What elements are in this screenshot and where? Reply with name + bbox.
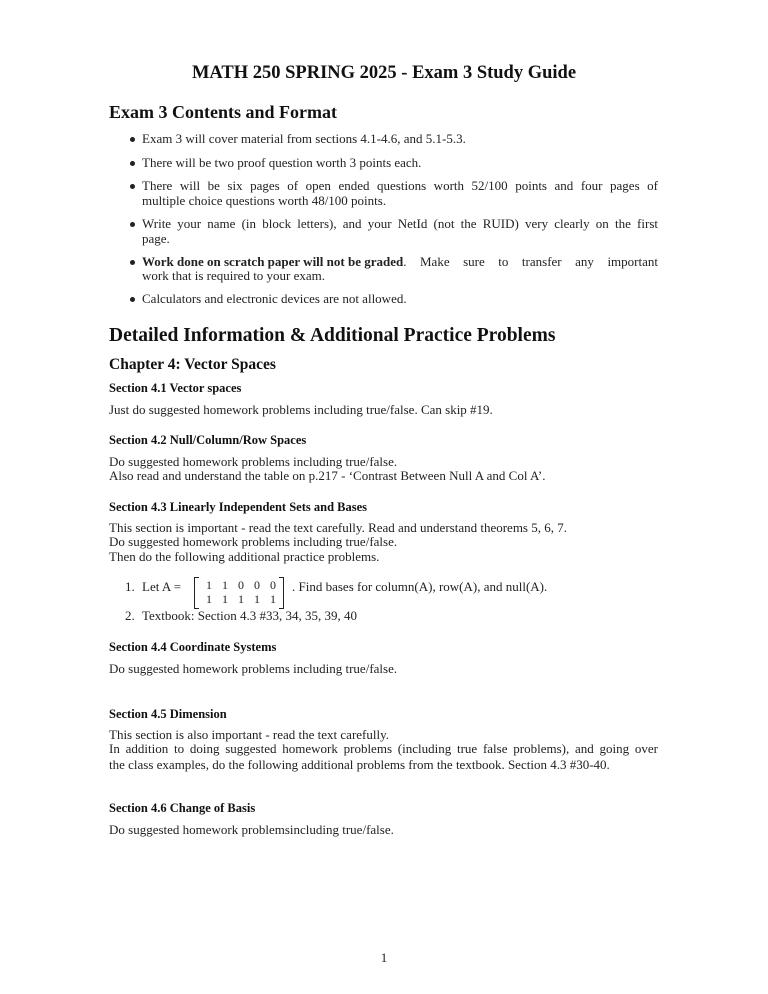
section-text: Do suggested homework problemsincluding true/false. xyxy=(109,822,394,837)
matrix-cell: 1 xyxy=(270,592,276,606)
section-text: Also read and understand the table on p.217 - ‘Contrast Between Null A and Col A’. xyxy=(109,468,546,483)
bullet-text: There will be two proof question worth 3 points each. xyxy=(142,155,422,170)
bullet-icon xyxy=(130,184,135,189)
problem-number: 2. xyxy=(125,608,135,623)
bullet-icon xyxy=(130,222,135,227)
bullet-text: work that is required to your exam. xyxy=(142,268,326,283)
matrix-cell: 0 xyxy=(270,578,276,592)
bullet-text-rest: . Make sure to transfer any important xyxy=(403,254,658,269)
problem-text: . Find bases for column(A), row(A), and null(A). xyxy=(292,579,548,594)
matrix-cell: 1 xyxy=(206,592,212,606)
contents-heading: Exam 3 Contents and Format xyxy=(109,102,337,122)
section-text: Do suggested homework problems including true/false. xyxy=(109,454,398,469)
section-text: This section is important - read the text carefully. Read and understand theorems 5, 6, 7. xyxy=(109,520,567,535)
problem-text: Textbook: Section 4.3 #33, 34, 35, 39, 40 xyxy=(142,608,358,623)
section-heading: Section 4.5 Dimension xyxy=(109,707,227,721)
bullet-bold-text: Work done on scratch paper will not be graded xyxy=(142,254,404,269)
matrix-cell: 1 xyxy=(222,578,228,592)
matrix-cell: 1 xyxy=(222,592,228,606)
section-text: Do suggested homework problems including true/false. xyxy=(109,661,398,676)
bullet-text: Calculators and electronic devices are not allowed. xyxy=(142,291,407,306)
bullet-text: Write your name (in block letters), and your NetId (not the RUID) very clearly on the first xyxy=(142,216,658,231)
section-heading: Section 4.4 Coordinate Systems xyxy=(109,640,277,654)
section-text: This section is also important - read the text carefully. xyxy=(109,727,390,742)
section-text: In addition to doing suggested homework problems (including true false problems), and going over xyxy=(109,741,658,756)
matrix-cell: 0 xyxy=(254,578,260,592)
bullet-text: There will be six pages of open ended questions worth 52/100 points and four pages of xyxy=(142,178,658,193)
section-text: Then do the following additional practice problems. xyxy=(109,549,380,564)
bullet-icon xyxy=(130,137,135,142)
right-bracket xyxy=(279,577,284,609)
bullet-text: multiple choice questions worth 48/100 points. xyxy=(142,193,387,208)
matrix-cell: 0 xyxy=(238,578,244,592)
page-title: MATH 250 SPRING 2025 - Exam 3 Study Guide xyxy=(191,63,577,83)
left-bracket xyxy=(194,577,199,609)
section-text: Just do suggested homework problems including true/false. Can skip #19. xyxy=(109,402,493,417)
matrix-row xyxy=(202,578,276,592)
matrix-cell: 1 xyxy=(238,592,244,606)
section-heading: Section 4.3 Linearly Independent Sets and Bases xyxy=(109,500,368,514)
section-text: Do suggested homework problems including true/false. xyxy=(109,534,398,549)
bullet-icon xyxy=(130,297,135,302)
matrix-a xyxy=(194,577,284,609)
section-heading: Section 4.2 Null/Column/Row Spaces xyxy=(109,433,307,447)
bullet-icon xyxy=(130,161,135,166)
section-heading: Section 4.1 Vector spaces xyxy=(109,381,242,395)
section-text: the class examples, do the following additional problems from the textbook. Section 4.3 #30-40. xyxy=(109,757,610,772)
bullet-text: Exam 3 will cover material from sections 4.1-4.6, and 5.1-5.3. xyxy=(142,131,466,146)
detailed-heading: Detailed Information & Additional Practice Problems xyxy=(109,325,556,346)
matrix-row xyxy=(202,592,276,606)
matrix-cell: 1 xyxy=(254,592,260,606)
section-heading: Section 4.6 Change of Basis xyxy=(109,801,256,815)
problem-prefix: Let A = xyxy=(142,579,182,594)
bullet-icon xyxy=(130,260,135,265)
problem-number: 1. xyxy=(125,579,135,594)
matrix-cell: 1 xyxy=(206,578,212,592)
bullet-text: page. xyxy=(142,231,170,246)
chapter-heading: Chapter 4: Vector Spaces xyxy=(109,356,276,373)
page-number: 1 xyxy=(380,950,388,965)
